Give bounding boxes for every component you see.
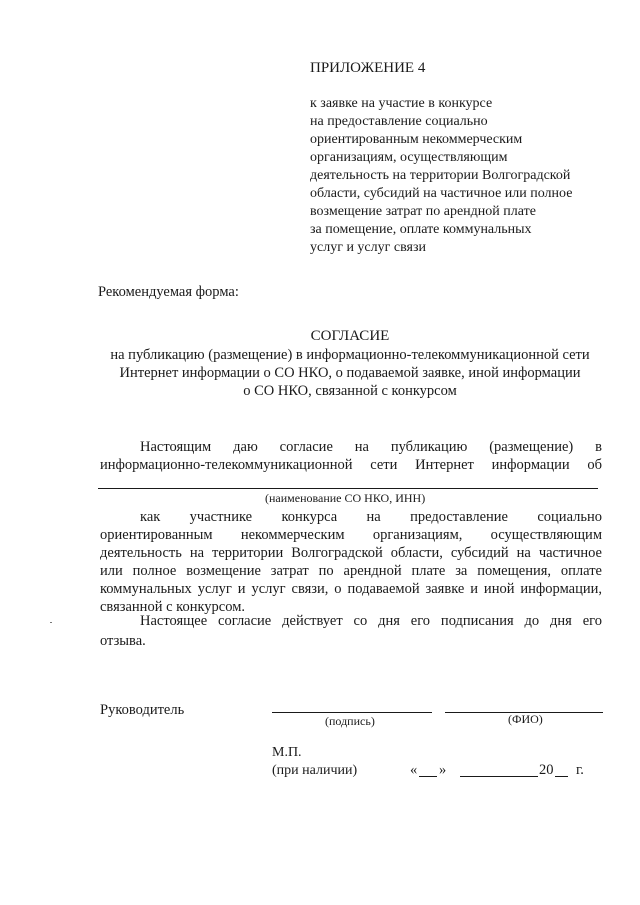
subtitle-line: о СО НКО, связанной с конкурсом [243, 383, 457, 399]
appendix-line: ориентированным некоммерческим [310, 132, 523, 147]
stamp-note: (при наличии) [272, 763, 358, 778]
consent-line: коммунальных услуг и услуг связи, о подаваемой заявке и иной информации, [100, 581, 602, 597]
appendix-line: организациям, осуществляющим [310, 150, 508, 165]
year-prefix: 20 [539, 762, 554, 778]
date-quote-open: « [410, 762, 418, 778]
subtitle-line: на публикацию (размещение) в информационно-телекоммуникационной сети [110, 347, 590, 363]
consent-line: информационно-телекоммуникационной сети Интернет информации об [100, 457, 602, 473]
appendix-text [310, 95, 630, 257]
date-quote-close: » [439, 762, 447, 778]
appendix-line: возмещение затрат по арендной плате [310, 204, 536, 219]
day-blank [419, 776, 437, 777]
appendix-line: к заявке на участие в конкурсе [310, 96, 493, 111]
scan-artifact [50, 622, 52, 623]
year-suffix: г. [576, 762, 584, 778]
appendix-line: на предоставление социально [310, 114, 488, 129]
appendix-line: деятельность на территории Волгоградской [310, 168, 571, 183]
full-name-caption: (ФИО) [508, 712, 543, 726]
recommended-form-label: Рекомендуемая форма: [98, 284, 239, 300]
consent-line: как участнике конкурса на предоставление социально [140, 509, 602, 525]
subtitle-line: Интернет информации о СО НКО, о подаваемой заявке, иной информации [119, 365, 581, 381]
stamp-label: М.П. [272, 745, 302, 760]
appendix-line: услуг и услуг связи [310, 240, 426, 255]
org-name-blank [98, 488, 598, 489]
consent-line: или полное возмещение затрат по арендной плате за помещения, оплате [100, 563, 602, 579]
document-title: СОГЛАСИЕ [310, 328, 390, 344]
consent-line: Настоящим даю согласие на публикацию (размещение) в [140, 439, 602, 455]
appendix-line: за помещение, оплате коммунальных [310, 222, 532, 237]
year-blank [555, 776, 568, 777]
validity-line: отзыва. [100, 633, 146, 649]
signature-line [272, 712, 432, 713]
appendix-line: области, субсидий на частичное или полное [310, 186, 573, 201]
consent-line: деятельность на территории Волгоградской области, субсидий на частичное [100, 545, 602, 561]
signatory-role: Руководитель [100, 702, 185, 718]
consent-line: ориентированным некоммерческим организациям, осуществляющим [100, 527, 602, 543]
appendix-title: ПРИЛОЖЕНИЕ 4 [310, 60, 426, 76]
org-name-caption: (наименование СО НКО, ИНН) [265, 491, 426, 505]
validity-line: Настоящее согласие действует со дня его подписания до дня его [140, 613, 602, 629]
signature-caption: (подпись) [325, 714, 375, 728]
document-subtitle [0, 346, 640, 400]
month-blank [460, 776, 538, 777]
consent-line: связанной с конкурсом. [100, 599, 246, 615]
